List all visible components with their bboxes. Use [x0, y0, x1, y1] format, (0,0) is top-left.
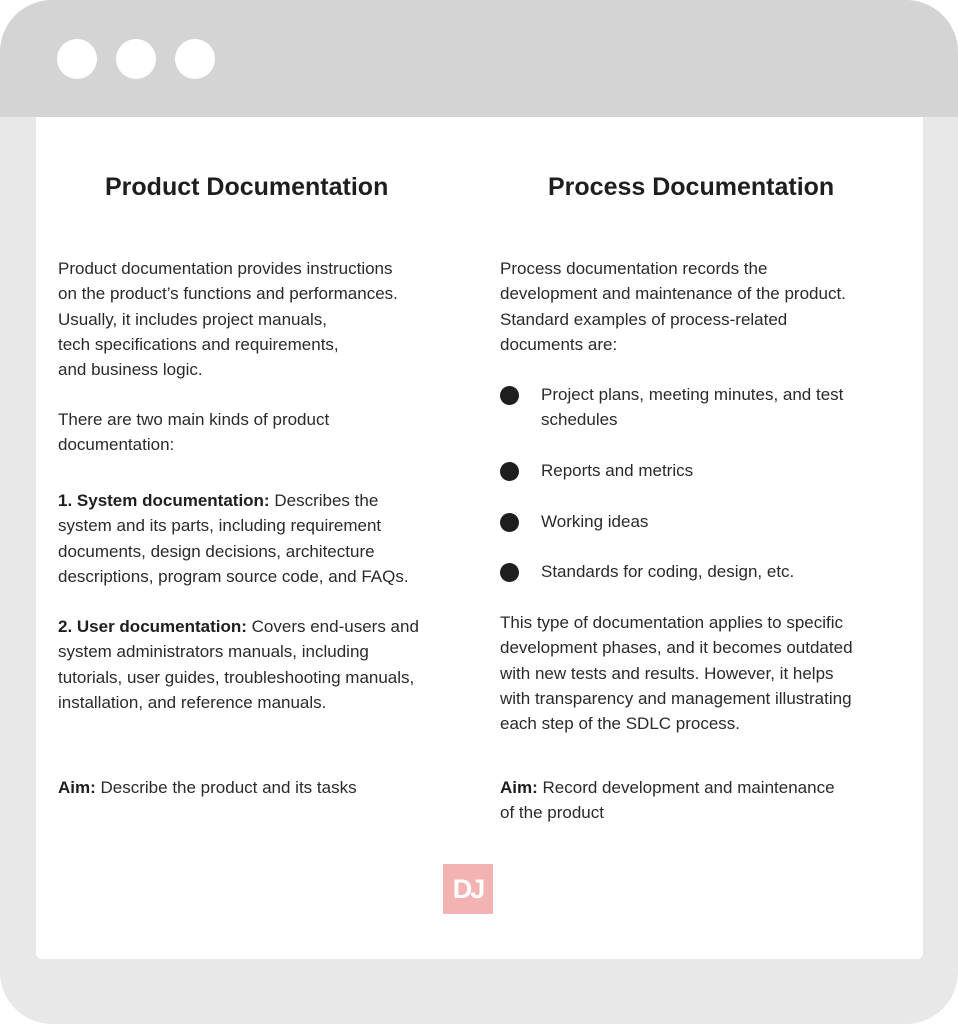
process-summary-text: This type of documentation applies to specific development phases, and it becomes outdated with new tests and results. However, it helps with transparency and management illustrating each step of the SDLC process. — [500, 613, 853, 734]
product-aim-label: Aim: — [58, 778, 96, 797]
bullet-icon — [500, 386, 519, 405]
list-item: Reports and metrics — [500, 458, 920, 483]
window-dot-icon[interactable] — [175, 39, 215, 79]
bullet-icon — [500, 462, 519, 481]
bullet-icon — [500, 563, 519, 582]
dj-logo: DJ — [443, 864, 493, 914]
list-item: Standards for coding, design, etc. — [500, 559, 920, 584]
product-aim-text: Aim: Describe the product and its tasks — [58, 778, 357, 797]
product-documentation-heading: Product Documentation — [105, 173, 389, 201]
system-documentation-text: 1. System documentation: Describes the system and its parts, including requirement documents, design decisions, architecture descriptions, program source code, and FAQs. — [58, 491, 409, 586]
bullet-icon — [500, 513, 519, 532]
system-documentation-label: 1. System documentation: — [58, 491, 270, 510]
user-documentation-label: 2. User documentation: — [58, 617, 247, 636]
process-aim-text: Aim: Record development and maintenance of the product — [500, 778, 835, 823]
title-bar — [0, 0, 958, 117]
window-dot-icon[interactable] — [116, 39, 156, 79]
product-kinds-text: There are two main kinds of product documentation: — [58, 410, 330, 455]
process-aim-label: Aim: — [500, 778, 538, 797]
window-dot-icon[interactable] — [57, 39, 97, 79]
product-intro-text: Product documentation provides instructions on the product’s functions and performances. Usually, it includes project manuals, tech specifications and requirements, and business logic. — [58, 259, 398, 380]
process-documentation-heading: Process Documentation — [548, 173, 835, 201]
list-item: Project plans, meeting minutes, and test schedules — [500, 382, 920, 433]
list-item: Working ideas — [500, 509, 920, 534]
process-intro-text: Process documentation records the development and maintenance of the product. Standard examples of process-related documents are: — [500, 259, 846, 354]
user-documentation-text: 2. User documentation: Covers end-users and system administrators manuals, including tutorials, user guides, troubleshooting manuals, installation, and reference manuals. — [58, 617, 419, 712]
